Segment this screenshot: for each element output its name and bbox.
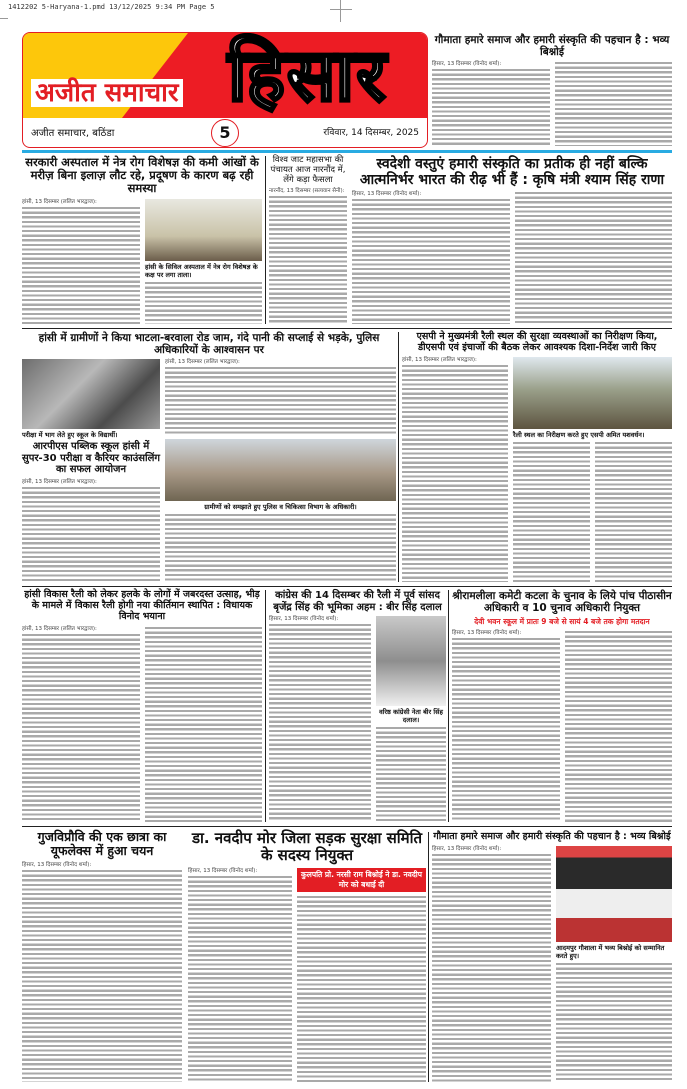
photo-caption: वरिष्ठ कांग्रेसी नेता बीर सिंह दलाल। <box>379 708 443 724</box>
article-body <box>452 637 560 822</box>
story-sp <box>398 332 672 582</box>
story-ramlila <box>448 590 672 822</box>
article-body <box>515 191 672 324</box>
article-body <box>22 206 140 324</box>
story-bhavya-bottom <box>428 832 672 1082</box>
story-swadeshi <box>352 156 672 324</box>
article-body <box>595 441 672 582</box>
divider-rule <box>22 586 672 587</box>
article-body <box>145 626 262 822</box>
story-congress <box>265 590 446 822</box>
edition-label: अजीत समाचार, बठिंडा <box>31 128 115 139</box>
print-slug: 1412202 5-Haryana-1.pmd 13/12/2025 9:34 PM Page 5 <box>8 3 215 11</box>
dateline: हिसार, 13 दिसम्बर (विनोद शर्मा): <box>22 861 92 868</box>
article-body <box>188 875 292 1083</box>
headline: गुजविप्रौवि की एक छात्रा का यूफलेक्स में हुआ चयन <box>37 829 167 859</box>
story-road-jam <box>22 332 396 582</box>
dateline: हिसार, 13 दिसम्बर (विनोद शर्मा): <box>432 61 502 68</box>
divider-rule <box>22 826 672 827</box>
story-gju <box>22 830 182 1082</box>
headline: हांसी में ग्रामीणों ने किया भाटला-बरवाला रोड जाम, गंदे पानी की सप्लाई से भड़के, पुलिस अधिकारियों के आश्वासन पर <box>38 332 380 357</box>
headline: श्रीरामलीला कमेटी कटला के चुनाव के लिये पांच पीठासीन अधिकारी व 10 चुनाव अधिकारी नियुक्त <box>452 590 672 615</box>
rps-photo <box>22 359 160 429</box>
bir-singh-photo <box>376 616 446 706</box>
road-jam-photo <box>165 439 396 501</box>
paper-name: अजीत समाचार <box>31 79 183 107</box>
story-hospital <box>22 156 262 324</box>
headline: सरकारी अस्पताल में नेत्र रोग विशेषज्ञ की कमी आंखों के मरीज़ बिना इलाज़ लौट रहे, प्रदूषण के कारण बढ़ रही समस्या <box>25 155 259 196</box>
article-body <box>402 364 508 582</box>
dateline: हिसार, 13 दिसम्बर (विनोद शर्मा): <box>188 867 258 874</box>
article-body <box>376 726 446 822</box>
dateline: हिसार, 13 दिसम्बर (विनोद शर्मा): <box>452 630 522 637</box>
photo-caption: रैली स्थल का निरीक्षण करते हुए एसपी अमित यशवर्धन। <box>513 430 645 439</box>
article-body <box>297 895 426 1083</box>
dateline: हांसी, 13 दिसम्बर (ललित भारद्वाज): <box>402 356 477 363</box>
photo-caption: परीक्षा में भाग लेते हुए स्कूल के विद्यार्थी। <box>22 431 118 440</box>
article-body <box>513 441 590 582</box>
article-body <box>165 366 396 435</box>
headline: कांग्रेस की 14 दिसम्बर की रैली में पूर्व सांसद बृजेंद्र सिंह की भूमिका अहम : बीर सिंह दलाल <box>273 590 442 613</box>
sp-photo <box>513 357 672 429</box>
headline: विश्व जाट महासभा की पंचायत आज नारनौंद में, लेंगे कड़ा फैसला <box>270 155 346 185</box>
registration-mark <box>330 9 352 10</box>
headline: गौमाता हमारे समाज और हमारी संस्कृति की पहचान है : भव्य बिश्नोई <box>433 831 671 842</box>
photo-caption: ग्रामीणों को समझाते हुए पुलिस व चिकित्सा विभाग के अधिकारी। <box>204 502 357 511</box>
dateline: हांसी, 13 दिसम्बर (ललित भारद्वाज): <box>22 198 97 205</box>
article-body <box>565 630 672 822</box>
photo-caption: आदमपुर गौशाला में भव्य बिश्नोई को सम्मानित करते हुए। <box>556 943 665 960</box>
article-body <box>556 962 672 1082</box>
divider-rule <box>22 328 672 329</box>
article-body <box>165 513 396 582</box>
subheadline: देवी भवन स्कूल में प्रातः 9 बजे से सायं 4 बजे तक होगा मतदान <box>474 617 650 627</box>
article-body <box>555 61 672 146</box>
article-body <box>145 281 262 324</box>
issue-date: रविवार, 14 दिसम्बर, 2025 <box>323 128 419 138</box>
dateline: नारनौंद, 13 दिसम्बर (सत्यवान सैनी): <box>269 188 345 195</box>
article-body <box>432 853 551 1082</box>
dateline: हांसी, 13 दिसम्बर (ललित भारद्वाज): <box>22 625 97 632</box>
headline: गौमाता हमारे समाज और हमारी संस्कृति की पहचान है : भव्य बिश्नोई <box>434 34 670 59</box>
boxed-subheadline: कुलपति प्रो. नरसी राम बिश्नोई ने डा. नवदीप मोर को बधाई दी <box>297 868 426 892</box>
city-title: हिसार <box>228 33 388 117</box>
photo-caption: हांसी के सिविल अस्पताल में नेत्र रोग विशेषज्ञ के कक्ष पर लगा ताला। <box>145 262 258 279</box>
divider-rule <box>22 150 672 153</box>
headline: आरपीएस पब्लिक स्कूल हांसी में सुपर-30 परीक्षा व कैरियर काउंसलिंग का सफल आयोजन <box>22 441 160 476</box>
dateline: हिसार, 13 दिसम्बर (विनोद शर्मा): <box>269 616 339 622</box>
masthead <box>22 32 428 148</box>
dateline: हिसार, 13 दिसम्बर (विनोद शर्मा): <box>432 845 502 852</box>
story-rally <box>22 590 262 822</box>
page-number: 5 <box>211 119 239 147</box>
dateline: हांसी, 13 दिसम्बर (ललित भारद्वाज): <box>165 359 240 366</box>
dateline: हिसार, 13 दिसम्बर (विनोद शर्मा): <box>352 191 422 198</box>
article-body <box>22 869 182 1082</box>
headline: स्वदेशी वस्तुएं हमारी संस्कृति का प्रतीक ही नहीं बल्कि आत्मनिर्भर भारत की रीढ़ भी हैं : कृषि मंत्री श्याम सिंह राणा <box>359 156 665 189</box>
article-body <box>22 486 160 582</box>
article-body <box>22 633 140 822</box>
headline: एसपी ने मुख्यमंत्री रैली स्थल की सुरक्षा व्यवस्थाओं का निरीक्षण किया, डीएसपी एवं इंचार्जो की बैठक लेकर आवश्यक दिशा-निर्देश जारी किए <box>416 331 658 353</box>
dateline: हांसी, 13 दिसम्बर (ललित भारद्वाज): <box>22 478 97 485</box>
headline: डा. नवदीप मोर जिला सड़क सुरक्षा समिति के सदस्य नियुक्त <box>191 829 423 865</box>
article-body <box>352 198 510 324</box>
article-body <box>269 195 347 324</box>
story-jat <box>265 156 347 324</box>
headline: हांसी विकास रैली को लेकर हलके के लोगों में जबरदस्त उत्साह, भीड़ के मामले में विकास रैली होगी नया कीर्तिमान स्थापित : विधायक विनोद भयाना <box>24 589 260 622</box>
story-navdeep <box>188 830 426 1082</box>
story-bhavya-top <box>432 34 672 146</box>
hospital-photo <box>145 199 262 261</box>
story-rps <box>22 359 160 582</box>
crop-mark <box>0 18 8 19</box>
article-body <box>269 623 371 822</box>
article-body <box>432 68 550 146</box>
gaushala-photo <box>556 846 672 942</box>
registration-mark <box>340 0 341 22</box>
